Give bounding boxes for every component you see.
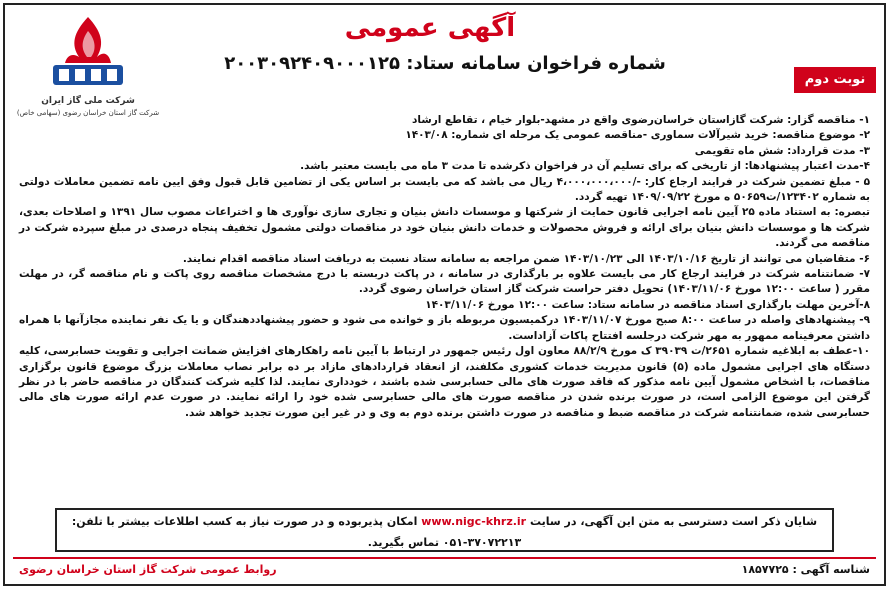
footer-divider xyxy=(13,557,876,559)
item-contract-duration: ۳- مدت قرارداد: شش ماه تقویمی xyxy=(694,144,870,157)
contact-text-b: امکان پذیربوده و در صورت نیاز به کسب اطلاعات بیشتر با تلفن: xyxy=(71,515,418,528)
contact-box xyxy=(55,508,834,552)
ad-frame xyxy=(3,3,886,586)
item-note-knowledge-based: تبصره: به استناد ماده ۲۵ آیین نامه اجرایی قانون حمایت از شرکتها و موسسات دانش بنیان و تجاری سازی نوآوری ها و اختراعات مصوب سال ۱۳۹۱ و اصلاحات بعدی، شرکت ها و موسسات دانش بنیان برای ارائه و فروش محصولات و خدمات دانش بنیان خود در مناقصات دولتی مشمول تخفیف پنجاه درصدی در مبلغ سپرده شرکت در مناقصه می گردند. xyxy=(19,206,870,250)
website-link[interactable]: www.nigc-khrz.ir xyxy=(421,515,527,528)
tender-number: شماره فراخوان سامانه ستاد: ۲۰۰۳۰۹۲۴۰۹۰۰۰۱۲۵ xyxy=(224,53,666,74)
contact-line-1 xyxy=(57,513,832,531)
item-upload-deadline: ۸-آخرین مهلت بارگذاری اسناد مناقصه در سامانه ستاد: ساعت ۱۲:۰۰ مورخ ۱۴۰۳/۱۱/۰۶ xyxy=(425,298,870,311)
contact-phone: ۰۵۱-۳۷۰۷۲۲۱۳ تماس بگیرید. xyxy=(367,536,522,549)
item-guarantee-delivery: ۷- ضمانتنامه شرکت در فرایند ارجاع کار می بایست علاوه بر بارگذاری در سامانه ، در پاکت دربسته با درج مشخصات مناقصه روی پاکت و نام مناقصه گر، در مهلت مقرر ( ساعت ۱۲:۰۰ مورخ ۱۴۰۳/۱۱/۰۶) تحویل دفتر حراست شرکت گاز استان خراسان رضوی گردد. xyxy=(19,268,870,296)
ad-id: شناسه آگهی : ۱۸۵۷۷۲۵ xyxy=(741,563,870,576)
item-guarantee-amount: ۵ - مبلغ تضمین شرکت در فرایند ارجاع کار: -/۴،۰۰۰،۰۰۰،۰۰۰ ریال می باشد که می بایست بر اساس یکی از تضامین قابل قبول وفق ایین نامه تضمین معاملات دولتی به شماره ۱۲۳۴۰۲/ت۵۰۶۵۹ ه مورخ ۱۴۰۹/۰۹/۲۲ تهیه گردد. xyxy=(19,175,870,204)
public-relations-signature: روابط عمومی شرکت گاز استان خراسان رضوی xyxy=(19,563,277,576)
company-logo xyxy=(13,13,163,123)
contact-text-a: شایان ذکر است دسترسی به متن این آگهی، در سایت xyxy=(529,515,818,528)
item-tender-organizer: ۱- مناقصه گزار: شرکت گازاستان خراسان‌رضوی واقع در مشهد-بلوار خیام ، تقاطع ارشاد xyxy=(412,114,870,126)
ad-body xyxy=(19,113,870,421)
logo-caption-1: شرکت ملی گاز ایران xyxy=(41,96,135,106)
item-tender-subject: ۲- موضوع مناقصه: خرید شیرآلات سماوری -مناقصه عمومی یک مرحله ای شماره: ۱۴۰۳/۰۸ xyxy=(405,129,870,142)
item-bid-opening: ۹- پیشنهادهای واصله در ساعت ۸:۰۰ صبح مورخ ۱۴۰۳/۱۱/۰۷ درکمیسیون مربوطه باز و خوانده می شود و حضور پیشنهاددهندگان و یا یک نفر نماینده مجازآنها با همراه داشتن معرفینامه ممهور به مهر شرکت درجلسه افتتاح پاکات آزاداست. xyxy=(19,314,870,342)
ad-title: آگهی عمومی xyxy=(344,13,516,43)
item-document-dates: ۶- متقاضیان می توانند از تاریخ ۱۴۰۳/۱۰/۱۶ الی ۱۴۰۳/۱۰/۲۳ ضمن مراجعه به سامانه ستاد نسبت به دریافت اسناد مناقصه اقدام نمایند. xyxy=(182,252,870,265)
item-audit-requirement: ۱۰-عطف به ابلاغیه شماره ۲۶۵۱/ت ۳۹۰۳۹ ک مورخ ۸۸/۲/۹ معاون اول رئیس جمهور در ارتباط با آیین نامه راهکارهای افزایش ضمانت اجرایی و تقویت حسابرسی، کلیه دستگاه های اجرایی مشمول ماده (۵) قانون مدیریت خدمات کشوری مکلفند، از انعقاد قراردادهای مازاد بر ده برابر نصاب معاملات بزرگ موضوع قانون برگزاری مناقصات، با اشخاص مشمول آیین نامه مذکور که فاقد صورت های مالی حسابرسی شده باشند ، خودداری نمایند. لذا کلیه شرکت کنندگان در مناقصه حاضر با در نظر گرفتن این موضوع الزامی است، در صورت برنده شدن در مناقصه صورت های مالی حسابرسی شده خود را ارائه نمایند. در صورت عدم ارائه صورت های مالی حسابرسی شده، ضمانتنامه شرکت در مناقصه ضبط و مناقصه در صورت داشتن برنده دوم به وی و در غیر این صورت تجدید خواهد شد. xyxy=(19,345,870,419)
item-bid-validity: ۴-مدت اعتبار پیشنهادها: از تاریخی که برای تسلیم آن در فراخوان ذکرشده تا مدت ۳ ماه می بایست معتبر باشد. xyxy=(300,160,870,173)
logo-caption-2: شرکت گاز استان خراسان رضوی (سهامی خاص) xyxy=(16,109,160,117)
gas-flame-icon xyxy=(13,13,163,93)
publication-badge: نوبت دوم xyxy=(794,67,876,93)
